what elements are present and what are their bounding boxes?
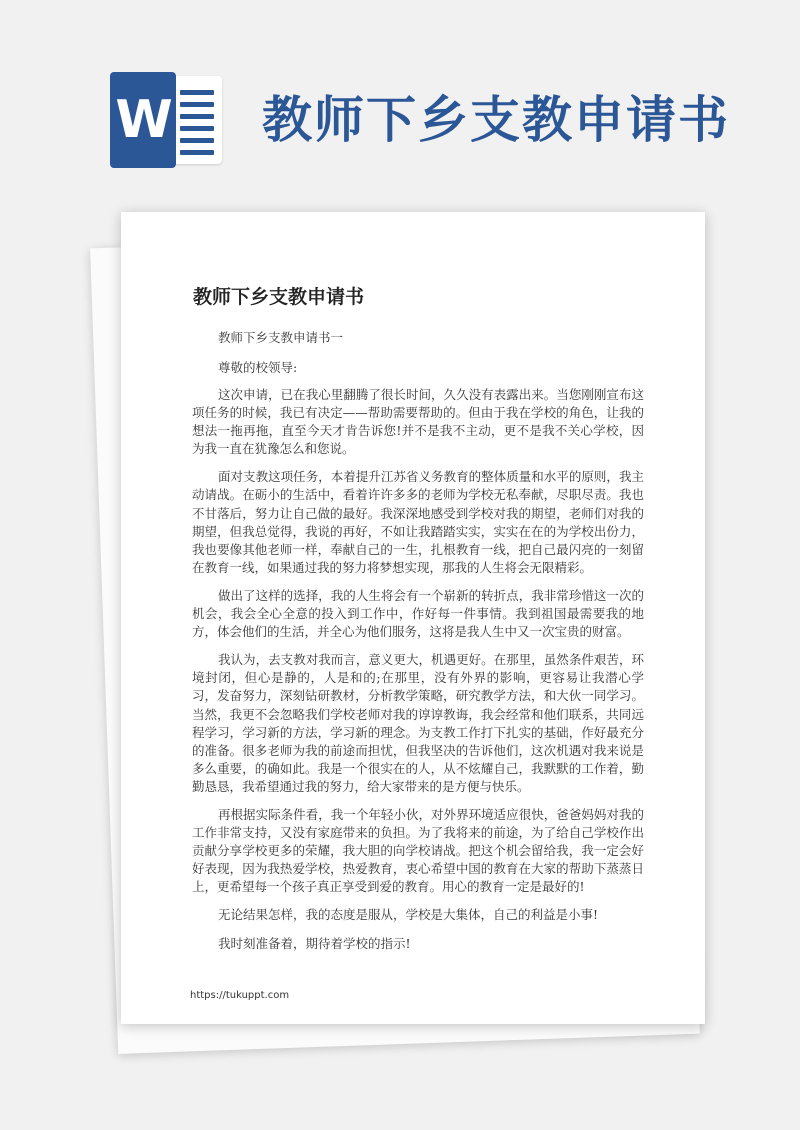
paragraph-6: 无论结果怎样，我的态度是服从，学校是大集体，自己的利益是小事! bbox=[218, 907, 599, 923]
document-title: 教师下乡支教申请书 bbox=[193, 286, 365, 308]
paragraph-4: 我认为，去支教对我而言，意义更大，机遇更好。在那里，虽然条件艰苦，环境封闭，但心是静的，人是和的;在那里，没有外界的影响，更容易让我潜心学习，发奋努力，深刻钻研教材，分析教学策略，研究教学方法，和大伙一同学习。当然，我更不会忽略我们学校老师对我的谆谆教诲，我会经常和他们联系，共同远程学习，学习新的方法，学习新的理念。为支教工作打下扎实的基础，作好最充分的准备。很多老师为我的前途而担忧，但我坚决的告诉他们，这次机遇对我来说是多么重要，的确如此。我是一个很实在的人，从不炫耀自己，我默默的工作着，勤勤恳恳，我希望通过我的努力，给大家带来的是方便与快乐。 bbox=[192, 652, 644, 794]
source-url: https://tukuppt.com bbox=[190, 990, 290, 1001]
salutation: 尊敬的校领导: bbox=[218, 360, 298, 375]
word-badge: W bbox=[110, 72, 176, 168]
paragraph-3: 做出了这样的选择，我的人生将会有一个崭新的转折点，我非常珍惜这一次的机会，我会全心全意的投入到工作中，作好每一件事情。我到祖国最需要我的地方，体会他们的生活，并全心为他们服务，这将是我人生中又一次宝贵的财富。 bbox=[192, 587, 644, 640]
word-icon bbox=[110, 72, 222, 168]
paragraph-5: 再根据实际条件看，我一个年轻小伙，对外界环境适应很快，爸爸妈妈对我的工作非常支持，又没有家庭带来的负担。为了我将来的前途，为了给自己学校作出贡献分享学校更多的荣耀，我大胆的向学校请战。把这个机会留给我，我一定会好好表现，因为我热爱学校，热爱教育，衷心希望中国的教育在大家的帮助下蒸蒸日上，更希望每一个孩子真正享受到爱的教育。用心的教育一定是最好的! bbox=[192, 806, 644, 895]
document-page bbox=[121, 212, 705, 1024]
paragraph-2: 面对支教这项任务，本着提升江苏省义务教育的整体质量和水平的原则，我主动请战。在砺小的生活中，看着许许多多的老师为学校无私奉献，尽职尽责。我也不甘落后，努力让自己做的最好。我深深地感受到学校对我的期望，老师们对我的期望，但我总觉得，我说的再好，不如让我踏踏实实，实实在在的为学校出份力，我也要像其他老师一样，奉献自己的一生，扎根教育一线，把自己最闪亮的一刻留在教育一线，如果通过我的努力将梦想实现，那我的人生将会无限精彩。 bbox=[192, 469, 644, 575]
paragraph-1: 这次申请，已在我心里翻腾了很长时间，久久没有表露出来。当您刚刚宣布这项任务的时候，我已有决定——帮助需要帮助的。但由于我在学校的角色，让我的想法一拖再拖，直至今天才肯告诉您!并不是我不主动，更不是我不关心学校，因为我一直在犹豫怎么和您说。 bbox=[192, 387, 644, 457]
document-subtitle: 教师下乡支教申请书一 bbox=[218, 330, 344, 345]
banner-title: 教师下乡支教申请书 bbox=[262, 91, 730, 149]
document-body bbox=[192, 386, 644, 963]
banner bbox=[0, 0, 800, 210]
paragraph-7: 我时刻准备着，期待着学校的指示! bbox=[218, 935, 411, 951]
